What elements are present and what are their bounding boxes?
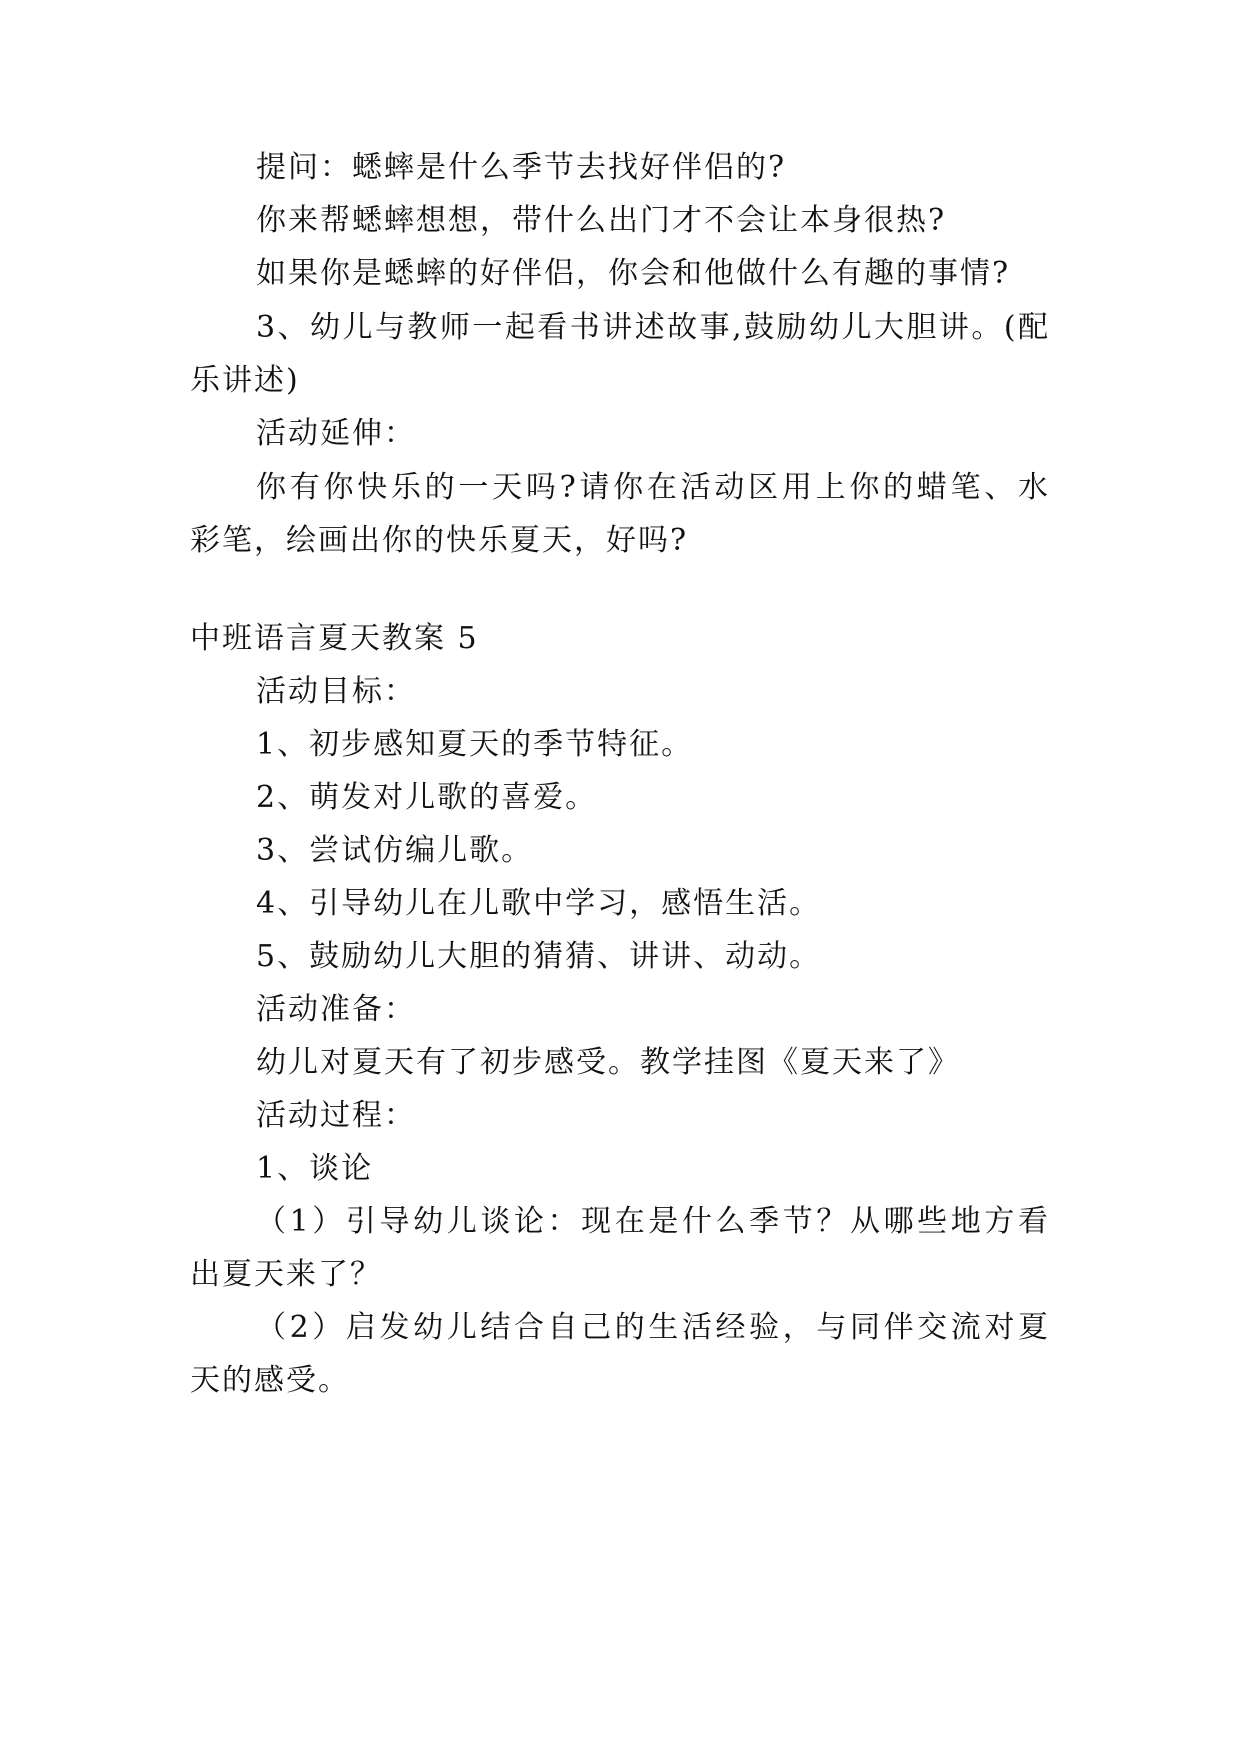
extension-heading: 活动延伸： [256, 416, 416, 451]
step-3-line-2: 乐讲述) [190, 363, 300, 398]
process-item-2-line-1: （2）启发幼儿结合自己的生活经验，与同伴交流对夏 [256, 1310, 1050, 1345]
process-item-2-line-2: 天的感受。 [190, 1363, 350, 1398]
prep-text: 幼儿对夏天有了初步感受。教学挂图《夏天来了》 [256, 1045, 960, 1080]
process-step-1: 1、谈论 [256, 1151, 374, 1186]
question-1: 提问：蟋蟀是什么季节去找好伴侣的? [256, 150, 787, 185]
process-item-1-line-1: （1）引导幼儿谈论：现在是什么季节？从哪些地方看 [256, 1204, 1050, 1239]
process-item-1-line-2: 出夏天来了？ [190, 1257, 382, 1292]
goal-item: 1、初步感知夏天的季节特征。 [256, 727, 694, 762]
goal-item: 2、萌发对儿歌的喜爱。 [256, 780, 598, 815]
goal-item: 4、引导幼儿在儿歌中学习，感悟生活。 [256, 886, 822, 921]
step-3-line-1: 3、幼儿与教师一起看书讲述故事,鼓励幼儿大胆讲。(配 [256, 310, 1050, 345]
question-3: 如果你是蟋蟀的好伴侣，你会和他做什么有趣的事情? [256, 256, 1011, 291]
goal-item: 5、鼓励幼儿大胆的猜猜、讲讲、动动。 [256, 939, 822, 974]
goals-heading: 活动目标： [256, 674, 416, 709]
extension-line-1: 你有你快乐的一天吗?请你在活动区用上你的蜡笔、水 [256, 470, 1050, 505]
extension-line-2: 彩笔，绘画出你的快乐夏天，好吗? [190, 523, 689, 558]
question-2: 你来帮蟋蟀想想，带什么出门才不会让本身很热? [256, 203, 947, 238]
process-heading: 活动过程： [256, 1098, 416, 1133]
section-title: 中班语言夏天教案 5 [190, 621, 479, 656]
prep-heading: 活动准备： [256, 992, 416, 1027]
goal-item: 3、尝试仿编儿歌。 [256, 833, 534, 868]
